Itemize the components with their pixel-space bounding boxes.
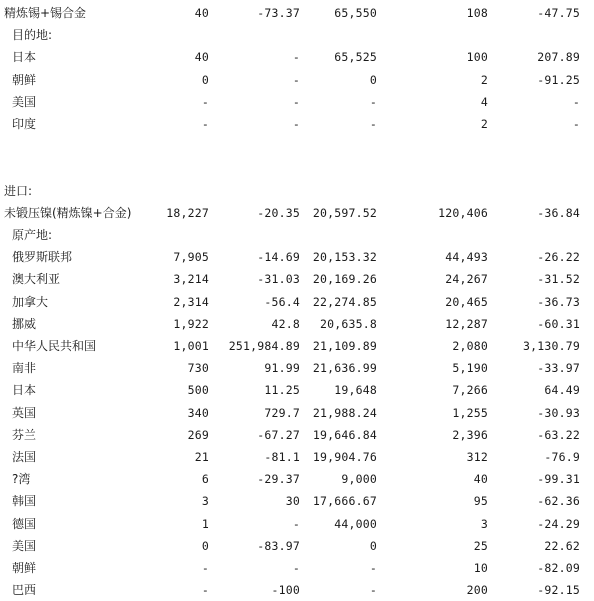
value-cell: -47.75 — [537, 6, 580, 20]
table-row — [0, 69, 594, 91]
table-row — [0, 335, 594, 357]
table-row — [0, 579, 594, 601]
value-cell: 730 — [187, 361, 209, 376]
value-cell: 0 — [369, 538, 377, 553]
table-row — [0, 402, 594, 424]
value-cell: 21,988.24 — [312, 405, 377, 420]
row-label: 精炼锡+锡合金 — [4, 6, 87, 20]
row-label: 日本 — [12, 383, 37, 398]
table-row — [0, 180, 594, 202]
row-label: 进口: — [4, 183, 33, 198]
table-row — [0, 424, 594, 446]
table-row — [0, 46, 594, 68]
table-row — [0, 91, 594, 113]
value-cell: - — [201, 561, 209, 575]
value-cell: 22.62 — [544, 538, 580, 553]
row-label: 美国 — [12, 94, 37, 109]
row-label: 韩国 — [12, 494, 37, 509]
value-cell: 1,001 — [173, 339, 209, 353]
value-cell: - — [292, 72, 300, 87]
value-cell: 7,905 — [173, 250, 209, 265]
row-label: 中华人民共和国 — [12, 339, 97, 353]
value-cell: 40 — [194, 6, 209, 20]
value-cell: 251,984.89 — [228, 339, 300, 353]
value-cell: -33.97 — [537, 361, 580, 376]
value-cell: 200 — [466, 583, 488, 598]
value-cell: -73.37 — [257, 6, 300, 20]
table-row — [0, 513, 594, 535]
value-cell: 65,525 — [334, 50, 377, 65]
table-row — [0, 535, 594, 557]
value-cell: 19,648 — [334, 383, 377, 398]
value-cell: - — [292, 561, 300, 575]
value-cell: -36.84 — [537, 205, 580, 220]
value-cell: 17,666.67 — [312, 494, 377, 509]
table-row — [0, 468, 594, 490]
value-cell: 2 — [480, 72, 488, 87]
value-cell: -63.22 — [537, 427, 580, 442]
value-cell: 11.25 — [264, 383, 300, 398]
value-cell: 1,255 — [452, 405, 488, 420]
row-label: 英国 — [12, 405, 37, 420]
row-label: 美国 — [12, 538, 37, 553]
table-row — [0, 246, 594, 268]
table-row — [0, 379, 594, 401]
value-cell: 44,000 — [334, 516, 377, 531]
row-label: 原产地: — [12, 228, 53, 242]
value-cell: 2,396 — [452, 427, 488, 442]
value-cell: 3 — [201, 494, 209, 509]
value-cell: 20,597.52 — [312, 205, 377, 220]
row-label: 目的地: — [12, 28, 53, 43]
value-cell: - — [369, 583, 377, 598]
value-cell: - — [369, 117, 377, 131]
value-cell: - — [369, 94, 377, 109]
value-cell: 30 — [285, 494, 300, 509]
value-cell: 20,153.32 — [312, 250, 377, 265]
row-label: 芬兰 — [12, 427, 37, 442]
value-cell: 0 — [369, 72, 377, 87]
row-label: 澳大利亚 — [12, 272, 61, 287]
value-cell: 5,190 — [452, 361, 488, 376]
table-row — [0, 202, 594, 224]
table-row — [0, 113, 594, 135]
table-row — [0, 291, 594, 313]
value-cell: -100 — [271, 583, 300, 598]
value-cell: -60.31 — [537, 316, 580, 331]
value-cell: -36.73 — [537, 294, 580, 309]
value-cell: -82.09 — [537, 561, 580, 575]
value-cell: 0 — [201, 538, 209, 553]
value-cell: 312 — [466, 450, 488, 464]
value-cell: 729.7 — [264, 405, 300, 420]
table-row — [0, 313, 594, 335]
value-cell: 22,274.85 — [312, 294, 377, 309]
value-cell: 3,130.79 — [523, 339, 580, 353]
value-cell: 91.99 — [264, 361, 300, 376]
value-cell: -91.25 — [537, 72, 580, 87]
value-cell: -26.22 — [537, 250, 580, 265]
value-cell: - — [369, 561, 377, 575]
row-label: 未锻压镍(精炼镍+合金) — [4, 205, 132, 220]
table-row — [0, 557, 594, 579]
value-cell: 65,550 — [334, 6, 377, 20]
value-cell: 20,635.8 — [320, 316, 377, 331]
value-cell: - — [572, 117, 580, 131]
value-cell: 12,287 — [445, 316, 488, 331]
value-cell: 500 — [187, 383, 209, 398]
value-cell: 25 — [473, 538, 488, 553]
value-cell: -62.36 — [537, 494, 580, 509]
value-cell: -56.4 — [264, 294, 300, 309]
row-label: 日本 — [12, 50, 37, 65]
row-label: 加拿大 — [12, 294, 49, 309]
value-cell: 340 — [187, 405, 209, 420]
value-cell: 95 — [473, 494, 488, 509]
table-row — [0, 224, 594, 246]
row-label: 印度 — [12, 117, 37, 131]
value-cell: 6 — [201, 472, 209, 487]
value-cell: -29.37 — [257, 472, 300, 487]
value-cell: 21,636.99 — [312, 361, 377, 376]
value-cell: - — [292, 516, 300, 531]
table-row — [0, 357, 594, 379]
value-cell: 20,169.26 — [312, 272, 377, 287]
value-cell: 9,000 — [341, 472, 377, 487]
value-cell: 21 — [194, 450, 209, 464]
row-label: ?湾 — [12, 472, 31, 487]
value-cell: 19,646.84 — [312, 427, 377, 442]
value-cell: 4 — [480, 94, 488, 109]
value-cell: 0 — [201, 72, 209, 87]
row-label: 德国 — [12, 516, 37, 531]
value-cell: 3 — [480, 516, 488, 531]
value-cell: 18,227 — [166, 205, 209, 220]
row-label: 法国 — [12, 450, 37, 464]
value-cell: 21,109.89 — [312, 339, 377, 353]
value-cell: 1,922 — [173, 316, 209, 331]
value-cell: -30.93 — [537, 405, 580, 420]
row-label: 朝鲜 — [12, 561, 37, 575]
value-cell: - — [292, 117, 300, 131]
value-cell: 40 — [473, 472, 488, 487]
value-cell: -76.9 — [544, 450, 580, 464]
value-cell: 10 — [473, 561, 488, 575]
row-label: 南非 — [12, 361, 37, 376]
value-cell: -20.35 — [257, 205, 300, 220]
value-cell: 24,267 — [445, 272, 488, 287]
value-cell: 19,904.76 — [312, 450, 377, 464]
table-row — [0, 24, 594, 46]
value-cell: -81.1 — [264, 450, 300, 464]
value-cell: 269 — [187, 427, 209, 442]
value-cell: -67.27 — [257, 427, 300, 442]
value-cell: - — [292, 50, 300, 65]
value-cell: 207.89 — [537, 50, 580, 65]
value-cell: -14.69 — [257, 250, 300, 265]
table-row — [0, 490, 594, 512]
table-row — [0, 268, 594, 290]
value-cell: 40 — [194, 50, 209, 65]
value-cell: 2 — [480, 117, 488, 131]
value-cell: - — [292, 94, 300, 109]
value-cell: 1 — [201, 516, 209, 531]
value-cell: - — [201, 94, 209, 109]
table-row — [0, 446, 594, 468]
value-cell: - — [201, 117, 209, 131]
value-cell: 108 — [466, 6, 488, 20]
row-label: 巴西 — [12, 583, 37, 598]
table-row — [0, 2, 594, 24]
value-cell: 2,314 — [173, 294, 209, 309]
value-cell: -24.29 — [537, 516, 580, 531]
row-label: 俄罗斯联邦 — [12, 250, 73, 265]
value-cell: 120,406 — [438, 205, 488, 220]
row-label: 挪威 — [12, 316, 37, 331]
value-cell: -31.52 — [537, 272, 580, 287]
value-cell: -99.31 — [537, 472, 580, 487]
value-cell: 7,266 — [452, 383, 488, 398]
value-cell: 2,080 — [452, 339, 488, 353]
value-cell: 100 — [466, 50, 488, 65]
value-cell: 3,214 — [173, 272, 209, 287]
row-label: 朝鲜 — [12, 72, 37, 87]
value-cell: 20,465 — [445, 294, 488, 309]
value-cell: - — [572, 94, 580, 109]
value-cell: 42.8 — [271, 316, 300, 331]
value-cell: - — [201, 583, 209, 598]
value-cell: -31.03 — [257, 272, 300, 287]
value-cell: -83.97 — [257, 538, 300, 553]
value-cell: 44,493 — [445, 250, 488, 265]
value-cell: 64.49 — [544, 383, 580, 398]
value-cell: -92.15 — [537, 583, 580, 598]
